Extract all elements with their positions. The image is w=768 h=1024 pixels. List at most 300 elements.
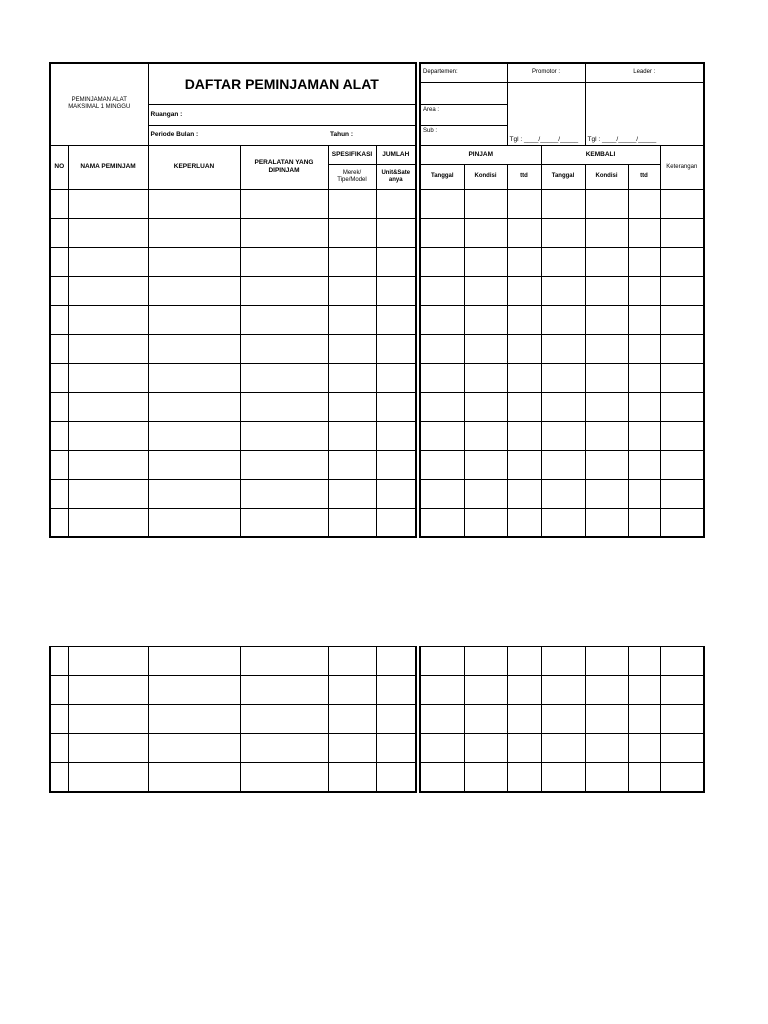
entry-right-cell[interactable] — [541, 392, 585, 421]
entry-left-cell[interactable] — [68, 479, 148, 508]
entry-right-extra-cell[interactable] — [464, 763, 507, 792]
entry-right-row — [420, 305, 704, 334]
col-peralatan: PERALATAN YANG DIPINJAM — [240, 145, 328, 189]
entry-right-cell[interactable] — [628, 421, 660, 450]
entry-right-cell[interactable] — [541, 305, 585, 334]
col-no: NO — [50, 145, 68, 189]
entry-right-extra-cell[interactable] — [420, 763, 464, 792]
loan-table-right-extra — [419, 646, 705, 793]
entry-right-extra-cell[interactable] — [628, 676, 660, 705]
col-kembali-kondisi: Kondisi — [585, 164, 628, 189]
entry-right-extra-cell[interactable] — [507, 763, 541, 792]
entry-left-cell[interactable] — [50, 218, 68, 247]
entry-right-row — [420, 421, 704, 450]
entry-right-cell[interactable] — [507, 305, 541, 334]
entry-left-cell[interactable] — [148, 508, 240, 537]
entry-left-row — [50, 392, 416, 421]
entry-left-cell[interactable] — [240, 392, 328, 421]
entry-right-cell[interactable] — [420, 305, 464, 334]
entry-left-cell[interactable] — [50, 363, 68, 392]
entry-right-cell[interactable] — [464, 508, 507, 537]
entry-right-cell[interactable] — [585, 508, 628, 537]
entry-right-extra-cell[interactable] — [628, 647, 660, 676]
tahun-field[interactable] — [328, 125, 416, 145]
entry-left-extra-cell[interactable] — [328, 763, 376, 792]
entry-left-cell[interactable] — [148, 276, 240, 305]
col-spesifikasi-sub: Merek/ Tipe/Model — [328, 164, 376, 189]
col-kembali-tanggal: Tanggal — [541, 164, 585, 189]
entry-right-extra-cell[interactable] — [585, 734, 628, 763]
entry-left-cell[interactable] — [68, 363, 148, 392]
entry-right-cell[interactable] — [507, 276, 541, 305]
entry-left-cell[interactable] — [328, 247, 376, 276]
entry-left-cell[interactable] — [328, 218, 376, 247]
entry-right-cell[interactable] — [420, 218, 464, 247]
entry-left-extra-cell[interactable] — [68, 734, 148, 763]
entry-right-cell[interactable] — [541, 334, 585, 363]
entry-right-extra-cell[interactable] — [628, 734, 660, 763]
departemen-field[interactable] — [420, 63, 507, 82]
entry-right-cell[interactable] — [507, 189, 541, 218]
entry-left-cell[interactable] — [148, 450, 240, 479]
sub-label: Sub : — [423, 127, 438, 134]
entry-left-row — [50, 189, 416, 218]
col-keterangan: Keterangan — [660, 145, 704, 189]
entry-left-extra-cell[interactable] — [376, 763, 416, 792]
entry-right-cell[interactable] — [660, 334, 704, 363]
tgl-leader: Tgl : ____/_____/_____ — [587, 135, 657, 143]
entry-right-cell[interactable] — [660, 450, 704, 479]
entry-right-cell[interactable] — [585, 334, 628, 363]
entry-right-cell[interactable] — [660, 276, 704, 305]
entry-right-extra-cell[interactable] — [507, 705, 541, 734]
entry-right-extra-row — [420, 734, 704, 763]
entry-right-extra-cell[interactable] — [507, 676, 541, 705]
entry-left-extra-cell[interactable] — [376, 734, 416, 763]
entry-left-cell[interactable] — [240, 189, 328, 218]
entry-right-cell[interactable] — [507, 334, 541, 363]
entry-left-row — [50, 247, 416, 276]
entry-left-cell[interactable] — [148, 305, 240, 334]
entry-left-cell[interactable] — [328, 508, 376, 537]
entry-left-extra-cell[interactable] — [376, 647, 416, 676]
col-kembali: KEMBALI — [541, 145, 660, 164]
entry-left-extra-cell[interactable] — [328, 734, 376, 763]
entry-right-cell[interactable] — [660, 392, 704, 421]
sub-field[interactable] — [420, 125, 507, 145]
entry-left-cell[interactable] — [328, 276, 376, 305]
entry-left-row — [50, 363, 416, 392]
col-pinjam: PINJAM — [420, 145, 541, 164]
entry-right-extra-cell[interactable] — [420, 647, 464, 676]
entry-left-row — [50, 305, 416, 334]
entry-left-extra-cell[interactable] — [68, 763, 148, 792]
entry-left-cell[interactable] — [68, 247, 148, 276]
entry-left-cell[interactable] — [50, 421, 68, 450]
entry-right-cell[interactable] — [628, 363, 660, 392]
entry-right-cell[interactable] — [628, 189, 660, 218]
entry-left-cell[interactable] — [376, 305, 416, 334]
entry-right-extra-cell[interactable] — [464, 734, 507, 763]
entry-right-extra-cell[interactable] — [420, 676, 464, 705]
loan-rows-left — [50, 189, 416, 537]
entry-right-row — [420, 392, 704, 421]
entry-right-row — [420, 276, 704, 305]
entry-right-cell[interactable] — [464, 450, 507, 479]
entry-left-extra-cell[interactable] — [68, 647, 148, 676]
ruangan-field[interactable] — [148, 104, 416, 125]
entry-right-cell[interactable] — [541, 189, 585, 218]
entry-right-row — [420, 363, 704, 392]
entry-right-extra-cell[interactable] — [660, 676, 704, 705]
entry-left-cell[interactable] — [240, 247, 328, 276]
entry-left-cell[interactable] — [328, 450, 376, 479]
entry-left-cell[interactable] — [148, 479, 240, 508]
entry-right-cell[interactable] — [628, 392, 660, 421]
entry-left-cell[interactable] — [50, 276, 68, 305]
entry-left-extra-cell[interactable] — [328, 647, 376, 676]
entry-right-cell[interactable] — [420, 247, 464, 276]
entry-left-cell[interactable] — [376, 392, 416, 421]
entry-right-cell[interactable] — [420, 334, 464, 363]
entry-left-cell[interactable] — [68, 305, 148, 334]
entry-right-cell[interactable] — [420, 189, 464, 218]
entry-right-cell[interactable] — [464, 305, 507, 334]
entry-right-cell[interactable] — [541, 276, 585, 305]
entry-left-cell[interactable] — [328, 189, 376, 218]
entry-right-row — [420, 479, 704, 508]
entry-left-row — [50, 421, 416, 450]
area-label: Area : — [423, 106, 440, 113]
entry-left-cell[interactable] — [68, 421, 148, 450]
col-pinjam-kondisi: Kondisi — [464, 164, 507, 189]
entry-right-cell[interactable] — [660, 218, 704, 247]
entry-right-cell[interactable] — [541, 450, 585, 479]
entry-left-extra-cell[interactable] — [376, 676, 416, 705]
col-nama-peminjam: NAMA PEMINJAM — [68, 145, 148, 189]
entry-left-row — [50, 334, 416, 363]
entry-left-extra-cell[interactable] — [328, 676, 376, 705]
entry-right-cell[interactable] — [507, 421, 541, 450]
entry-left-extra-cell[interactable] — [240, 734, 328, 763]
entry-right-cell[interactable] — [628, 450, 660, 479]
entry-left-cell[interactable] — [240, 305, 328, 334]
leader-header: Leader : — [585, 63, 704, 82]
departemen-label: Departemen: — [423, 69, 458, 76]
entry-right-row — [420, 450, 704, 479]
entry-right-extra-cell[interactable] — [541, 763, 585, 792]
entry-left-extra-cell[interactable] — [148, 734, 240, 763]
entry-left-cell[interactable] — [68, 392, 148, 421]
departemen-value[interactable] — [420, 82, 507, 104]
col-pinjam-ttd: ttd — [507, 164, 541, 189]
loan-rows-right — [420, 189, 704, 537]
entry-left-extra-cell[interactable] — [148, 763, 240, 792]
entry-left-cell[interactable] — [376, 508, 416, 537]
entry-left-cell[interactable] — [148, 334, 240, 363]
periode-label: Periode Bulan : — [150, 131, 199, 138]
entry-right-extra-row — [420, 647, 704, 676]
entry-right-extra-cell[interactable] — [507, 734, 541, 763]
entry-right-cell[interactable] — [464, 276, 507, 305]
entry-left-cell[interactable] — [328, 305, 376, 334]
entry-left-cell[interactable] — [148, 218, 240, 247]
entry-left-cell[interactable] — [148, 247, 240, 276]
entry-right-cell[interactable] — [464, 421, 507, 450]
entry-left-cell[interactable] — [50, 450, 68, 479]
entry-right-row — [420, 189, 704, 218]
entry-right-cell[interactable] — [420, 479, 464, 508]
loan-table-right — [419, 62, 705, 538]
entry-right-extra-cell[interactable] — [464, 676, 507, 705]
entry-right-extra-cell[interactable] — [420, 705, 464, 734]
entry-right-cell[interactable] — [464, 334, 507, 363]
entry-right-cell[interactable] — [660, 363, 704, 392]
entry-left-cell[interactable] — [148, 189, 240, 218]
entry-right-extra-cell[interactable] — [585, 705, 628, 734]
entry-right-cell[interactable] — [660, 508, 704, 537]
entry-left-cell[interactable] — [148, 421, 240, 450]
entry-right-cell[interactable] — [507, 479, 541, 508]
entry-left-extra-row — [50, 705, 416, 734]
entry-left-extra-cell[interactable] — [68, 705, 148, 734]
entry-left-row — [50, 508, 416, 537]
entry-left-cell[interactable] — [240, 421, 328, 450]
periode-field[interactable] — [148, 125, 328, 145]
entry-right-cell[interactable] — [628, 247, 660, 276]
entry-right-cell[interactable] — [507, 218, 541, 247]
entry-right-cell[interactable] — [585, 189, 628, 218]
entry-left-extra-cell[interactable] — [50, 734, 68, 763]
entry-right-cell[interactable] — [507, 392, 541, 421]
entry-right-extra-row — [420, 705, 704, 734]
entry-right-cell[interactable] — [660, 189, 704, 218]
tahun-label: Tahun : — [330, 131, 353, 138]
loan-duration-line2: MAKSIMAL 1 MINGGU — [68, 104, 131, 111]
entry-right-cell[interactable] — [660, 305, 704, 334]
entry-left-cell[interactable] — [50, 305, 68, 334]
entry-right-cell[interactable] — [464, 218, 507, 247]
entry-left-extra-cell[interactable] — [240, 647, 328, 676]
entry-right-cell[interactable] — [585, 421, 628, 450]
entry-right-cell[interactable] — [660, 421, 704, 450]
entry-right-extra-cell[interactable] — [464, 647, 507, 676]
entry-right-row — [420, 247, 704, 276]
entry-right-cell[interactable] — [585, 392, 628, 421]
entry-left-cell[interactable] — [240, 450, 328, 479]
entry-right-cell[interactable] — [420, 363, 464, 392]
entry-left-extra-cell[interactable] — [148, 705, 240, 734]
entry-left-extra-cell[interactable] — [50, 676, 68, 705]
entry-right-cell[interactable] — [585, 450, 628, 479]
entry-right-extra-cell[interactable] — [420, 734, 464, 763]
entry-right-extra-cell[interactable] — [541, 647, 585, 676]
entry-right-cell[interactable] — [420, 508, 464, 537]
entry-right-cell[interactable] — [585, 218, 628, 247]
entry-left-extra-cell[interactable] — [240, 676, 328, 705]
entry-left-cell[interactable] — [376, 363, 416, 392]
entry-right-cell[interactable] — [507, 363, 541, 392]
entry-right-cell[interactable] — [507, 247, 541, 276]
entry-left-cell[interactable] — [240, 334, 328, 363]
entry-right-cell[interactable] — [585, 479, 628, 508]
entry-right-cell[interactable] — [507, 450, 541, 479]
entry-right-cell[interactable] — [420, 392, 464, 421]
entry-left-cell[interactable] — [240, 276, 328, 305]
entry-right-extra-cell[interactable] — [660, 763, 704, 792]
entry-left-cell[interactable] — [240, 479, 328, 508]
entry-right-extra-cell[interactable] — [507, 647, 541, 676]
entry-right-row — [420, 334, 704, 363]
entry-left-cell[interactable] — [68, 508, 148, 537]
entry-left-extra-row — [50, 763, 416, 792]
entry-right-cell[interactable] — [541, 247, 585, 276]
entry-right-extra-cell[interactable] — [660, 647, 704, 676]
entry-right-cell[interactable] — [464, 479, 507, 508]
entry-right-cell[interactable] — [541, 508, 585, 537]
entry-left-extra-cell[interactable] — [376, 705, 416, 734]
entry-left-row — [50, 276, 416, 305]
promotor-header: Promotor : — [507, 63, 585, 82]
entry-right-cell[interactable] — [541, 421, 585, 450]
entry-left-cell[interactable] — [50, 189, 68, 218]
entry-left-extra-cell[interactable] — [328, 705, 376, 734]
entry-left-cell[interactable] — [50, 334, 68, 363]
col-keperluan: KEPERLUAN — [148, 145, 240, 189]
entry-right-extra-cell[interactable] — [660, 705, 704, 734]
entry-left-cell[interactable] — [50, 508, 68, 537]
loan-duration-line1: PEMINJAMAN ALAT — [71, 97, 127, 104]
entry-left-row — [50, 479, 416, 508]
entry-left-cell[interactable] — [376, 189, 416, 218]
entry-right-cell[interactable] — [628, 334, 660, 363]
entry-left-cell[interactable] — [328, 479, 376, 508]
entry-left-cell[interactable] — [240, 363, 328, 392]
entry-left-cell[interactable] — [68, 450, 148, 479]
entry-right-extra-cell[interactable] — [541, 734, 585, 763]
entry-right-cell[interactable] — [628, 276, 660, 305]
entry-left-cell[interactable] — [376, 276, 416, 305]
entry-right-cell[interactable] — [541, 479, 585, 508]
entry-left-cell[interactable] — [328, 392, 376, 421]
entry-right-extra-cell[interactable] — [464, 705, 507, 734]
entry-right-cell[interactable] — [464, 189, 507, 218]
entry-left-cell[interactable] — [50, 479, 68, 508]
entry-right-cell[interactable] — [464, 363, 507, 392]
entry-right-cell[interactable] — [541, 218, 585, 247]
entry-right-extra-cell[interactable] — [541, 705, 585, 734]
entry-left-extra-cell[interactable] — [148, 647, 240, 676]
loan-table-left — [49, 62, 417, 538]
entry-right-cell[interactable] — [585, 247, 628, 276]
promotor-sign-box[interactable] — [507, 82, 585, 145]
entry-left-extra-cell[interactable] — [50, 763, 68, 792]
entry-right-cell[interactable] — [628, 218, 660, 247]
entry-left-cell[interactable] — [50, 247, 68, 276]
entry-right-extra-cell[interactable] — [541, 676, 585, 705]
entry-right-row — [420, 218, 704, 247]
col-jumlah: JUMLAH — [376, 145, 416, 164]
entry-left-cell[interactable] — [376, 450, 416, 479]
loan-rows-right-extra — [420, 647, 704, 792]
entry-left-extra-cell[interactable] — [148, 676, 240, 705]
entry-left-cell[interactable] — [376, 479, 416, 508]
entry-right-cell[interactable] — [464, 392, 507, 421]
entry-left-extra-cell[interactable] — [50, 705, 68, 734]
entry-right-row — [420, 508, 704, 537]
col-spesifikasi: SPESIFIKASI — [328, 145, 376, 164]
entry-right-extra-cell[interactable] — [628, 705, 660, 734]
entry-left-cell[interactable] — [68, 276, 148, 305]
loan-table-left-extra — [49, 646, 417, 793]
entry-left-cell[interactable] — [68, 189, 148, 218]
entry-right-cell[interactable] — [507, 508, 541, 537]
entry-left-extra-cell[interactable] — [240, 763, 328, 792]
entry-left-row — [50, 218, 416, 247]
loan-rows-left-extra — [50, 647, 416, 792]
loan-duration-note — [50, 63, 148, 145]
entry-right-cell[interactable] — [585, 363, 628, 392]
entry-left-cell[interactable] — [68, 218, 148, 247]
entry-right-cell[interactable] — [420, 276, 464, 305]
entry-right-cell[interactable] — [585, 305, 628, 334]
entry-right-cell[interactable] — [541, 363, 585, 392]
entry-left-row — [50, 450, 416, 479]
entry-right-extra-cell[interactable] — [585, 647, 628, 676]
entry-right-extra-cell[interactable] — [628, 763, 660, 792]
ruangan-label: Ruangan : — [150, 110, 183, 118]
entry-right-cell[interactable] — [660, 479, 704, 508]
entry-right-cell[interactable] — [420, 450, 464, 479]
entry-right-cell[interactable] — [585, 276, 628, 305]
entry-left-cell[interactable] — [328, 334, 376, 363]
entry-left-extra-cell[interactable] — [50, 647, 68, 676]
entry-right-cell[interactable] — [628, 479, 660, 508]
area-field[interactable] — [420, 104, 507, 125]
entry-left-extra-cell[interactable] — [240, 705, 328, 734]
entry-left-extra-row — [50, 734, 416, 763]
entry-left-cell[interactable] — [328, 363, 376, 392]
entry-right-cell[interactable] — [660, 247, 704, 276]
entry-left-cell[interactable] — [376, 334, 416, 363]
entry-right-cell[interactable] — [464, 247, 507, 276]
entry-left-cell[interactable] — [328, 421, 376, 450]
entry-left-cell[interactable] — [68, 334, 148, 363]
entry-left-cell[interactable] — [376, 247, 416, 276]
entry-right-cell[interactable] — [628, 305, 660, 334]
entry-right-extra-cell[interactable] — [660, 734, 704, 763]
entry-left-cell[interactable] — [240, 218, 328, 247]
entry-left-extra-cell[interactable] — [68, 676, 148, 705]
entry-left-cell[interactable] — [50, 392, 68, 421]
entry-left-cell[interactable] — [148, 363, 240, 392]
entry-right-cell[interactable] — [420, 421, 464, 450]
entry-left-cell[interactable] — [240, 508, 328, 537]
entry-left-cell[interactable] — [376, 421, 416, 450]
tgl-promotor: Tgl : ____/_____/_____ — [509, 135, 579, 143]
entry-left-extra-row — [50, 647, 416, 676]
entry-left-cell[interactable] — [376, 218, 416, 247]
entry-right-extra-cell[interactable] — [585, 763, 628, 792]
entry-right-extra-cell[interactable] — [585, 676, 628, 705]
entry-left-extra-row — [50, 676, 416, 705]
entry-left-cell[interactable] — [148, 392, 240, 421]
entry-right-cell[interactable] — [628, 508, 660, 537]
col-jumlah-sub: Unit&Sate anya — [376, 164, 416, 189]
entry-right-extra-row — [420, 763, 704, 792]
entry-right-extra-row — [420, 676, 704, 705]
leader-sign-box[interactable] — [585, 82, 704, 145]
